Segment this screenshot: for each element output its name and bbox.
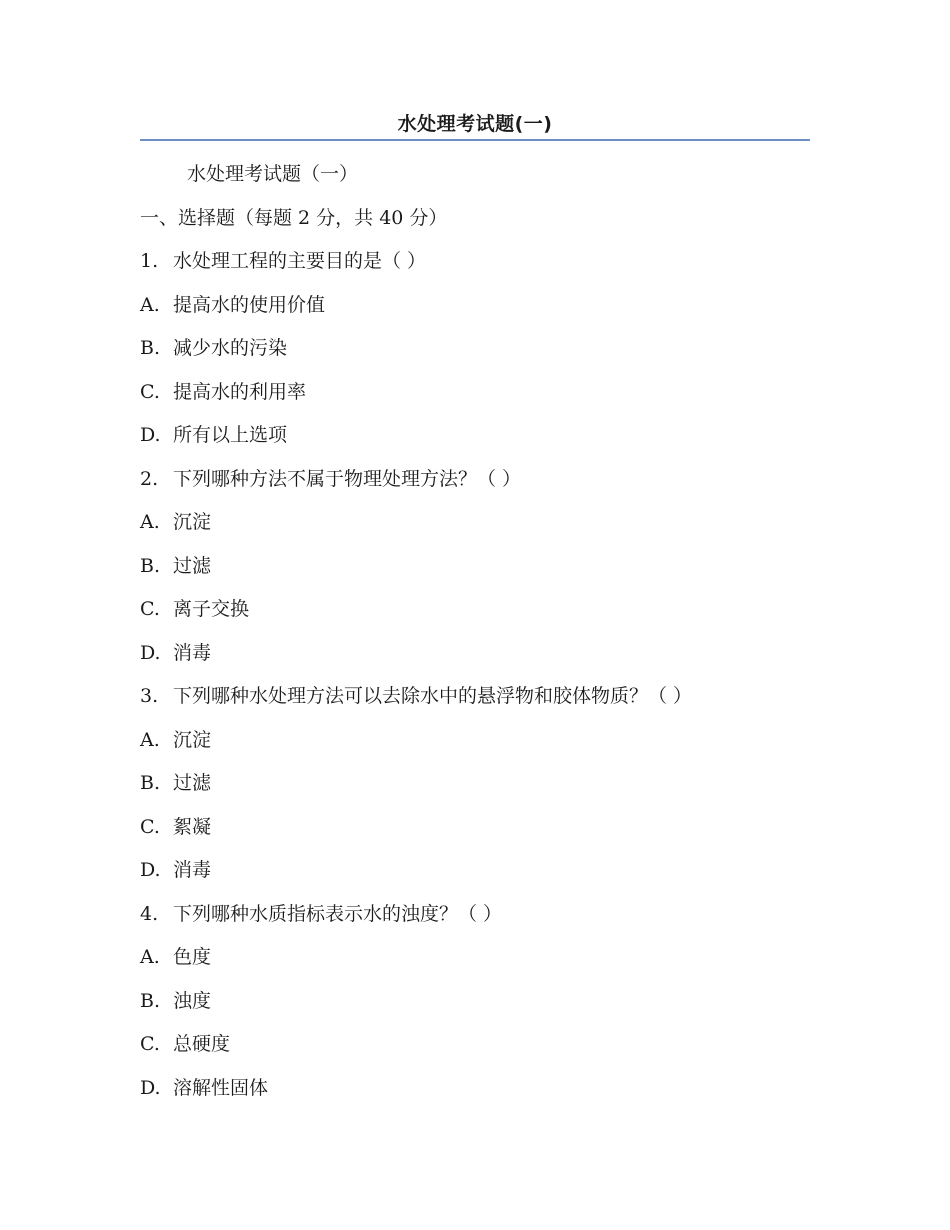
question-number: 3. (140, 685, 159, 707)
question-2-option-c (140, 596, 810, 640)
question-3-option-d (140, 857, 810, 901)
question-3-option-c (140, 814, 810, 858)
option-text: 消毒 (173, 641, 212, 664)
option-letter: A. (140, 511, 160, 533)
question-text: 下列哪种水处理方法可以去除水中的悬浮物和胶体物质？（ ） (173, 685, 693, 707)
question-2-option-d (140, 640, 810, 684)
option-letter: D. (140, 1076, 161, 1099)
question-text: 下列哪种水质指标表示水的浊度？（ ） (173, 902, 503, 925)
question-4-option-c (140, 1031, 810, 1075)
option-text: 离子交换 (173, 598, 250, 620)
question-number: 1. (140, 250, 159, 272)
question-1-option-a (140, 292, 810, 336)
question-text: 水处理工程的主要目的是（ ） (173, 250, 427, 272)
page-header-title: 水处理考试题(一) (397, 113, 553, 135)
option-letter: C. (140, 380, 160, 403)
question-1-option-c (140, 379, 810, 423)
question-3-option-a (140, 727, 810, 771)
option-text: 絮凝 (173, 815, 212, 838)
question-3 (140, 683, 810, 727)
option-letter: D. (140, 641, 161, 664)
option-letter: D. (140, 424, 161, 446)
question-1-option-d (140, 422, 810, 466)
question-1-option-b (140, 335, 810, 379)
document-title (140, 161, 810, 205)
option-text: 沉淀 (173, 728, 212, 751)
option-letter: A. (140, 728, 160, 751)
question-4-option-a (140, 944, 810, 988)
option-letter: C. (140, 1033, 160, 1055)
option-text: 浊度 (173, 989, 212, 1012)
question-number: 2. (140, 467, 159, 490)
question-number: 4. (140, 902, 159, 925)
question-text: 下列哪种方法不属于物理处理方法？（ ） (173, 467, 522, 490)
option-text: 溶解性固体 (173, 1076, 269, 1099)
question-4-option-d (140, 1075, 810, 1119)
question-2-option-b (140, 553, 810, 597)
option-letter: B. (140, 772, 161, 794)
option-text: 沉淀 (173, 511, 212, 533)
document-title-text: 水处理考试题（一） (187, 163, 359, 185)
option-text: 消毒 (173, 859, 212, 881)
question-2-option-a (140, 509, 810, 553)
question-4 (140, 901, 810, 945)
option-text: 提高水的使用价值 (173, 293, 326, 316)
option-text: 提高水的利用率 (173, 380, 307, 403)
header-divider (140, 139, 810, 141)
question-4-option-b (140, 988, 810, 1032)
section-heading-text: 一、选择题（每题 2 分，共 40 分） (140, 206, 448, 229)
option-letter: B. (140, 337, 161, 359)
question-2 (140, 466, 810, 510)
question-1 (140, 248, 810, 292)
option-text: 所有以上选项 (173, 424, 288, 446)
option-letter: D. (140, 859, 161, 881)
option-text: 过滤 (173, 554, 212, 577)
option-letter: B. (140, 554, 161, 577)
option-text: 总硬度 (173, 1033, 231, 1055)
option-letter: C. (140, 598, 160, 620)
option-letter: B. (140, 989, 161, 1012)
option-text: 减少水的污染 (173, 337, 288, 359)
option-text: 色度 (173, 946, 212, 968)
option-letter: C. (140, 815, 160, 838)
option-letter: A. (140, 946, 160, 968)
section-heading (140, 205, 810, 249)
option-text: 过滤 (173, 772, 212, 794)
document-body (140, 161, 810, 1118)
question-3-option-b (140, 770, 810, 814)
option-letter: A. (140, 293, 160, 316)
